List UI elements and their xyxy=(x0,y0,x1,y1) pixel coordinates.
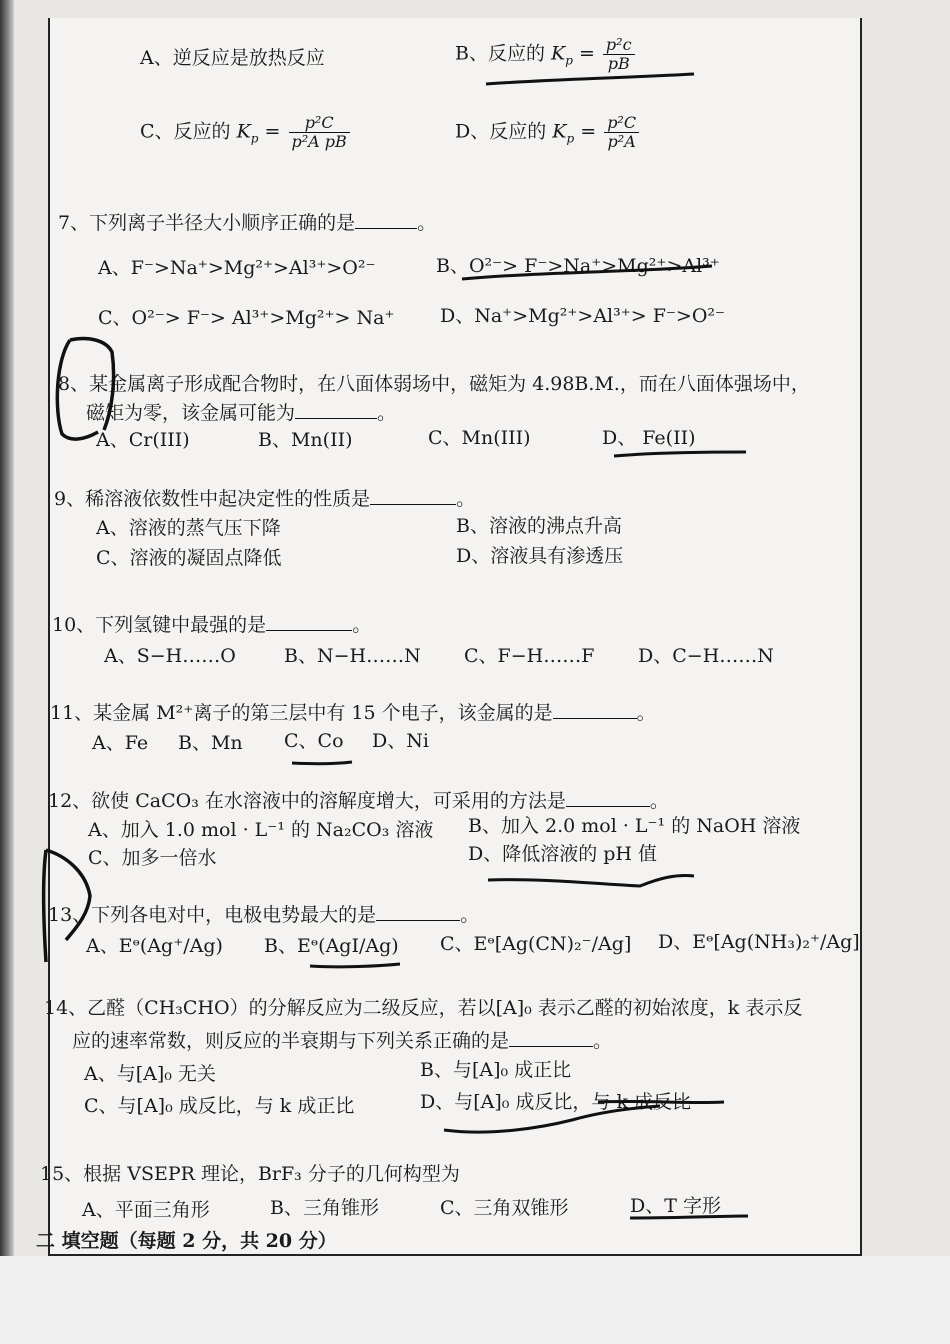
q13-option-d: D、Eᶱ[Ag(NH₃)₂⁺/Ag] xyxy=(658,931,860,953)
q11-stem-text: 11、某金属 M²⁺离子的第三层中有 15 个电子，该金属的是 xyxy=(50,702,553,724)
q14-option-d: D、与[A]₀ 成反比，与 k 成反比 xyxy=(420,1091,692,1113)
q7-stem-text: 7、下列离子半径大小顺序正确的是 xyxy=(58,212,356,234)
q6-c-fraction xyxy=(289,114,350,151)
q6-option-c xyxy=(140,114,350,151)
q12-period: 。 xyxy=(649,790,669,812)
q15-option-a: A、平面三角形 xyxy=(82,1199,210,1221)
answer-blank[interactable] xyxy=(566,788,650,807)
q12-option-c: C、加多一倍水 xyxy=(88,847,217,869)
q6-c-eq: = xyxy=(258,120,281,143)
q7-option-d: D、Na⁺>Mg²⁺>Al³⁺> F⁻>O²⁻ xyxy=(440,305,726,327)
q12-stem xyxy=(48,788,669,813)
q6-c-denominator: p²A pB xyxy=(291,132,347,151)
q8-option-c: C、Mn(III) xyxy=(428,427,531,449)
q15-option-d: D、T 字形 xyxy=(630,1195,721,1217)
q6-option-b xyxy=(455,36,635,73)
q14-option-a: A、与[A]₀ 无关 xyxy=(84,1063,216,1085)
q11-option-d: D、Ni xyxy=(372,730,429,752)
q13-option-c: C、Eᶱ[Ag(CN)₂⁻/Ag] xyxy=(440,933,632,955)
q6-c-numerator: p²C xyxy=(289,114,350,133)
q9-option-d: D、溶液具有渗透压 xyxy=(456,545,624,567)
q7-option-a: A、F⁻>Na⁺>Mg²⁺>Al³⁺>O²⁻ xyxy=(98,257,376,279)
q6-option-d xyxy=(455,114,639,151)
q15-stem: 15、根据 VSEPR 理论，BrF₃ 分子的几何构型为 xyxy=(40,1163,460,1185)
answer-blank[interactable] xyxy=(553,700,637,719)
q8-option-d: D、 Fe(II) xyxy=(602,427,696,449)
q6-d-label: D、反应的 xyxy=(455,120,547,143)
q6-b-fraction xyxy=(603,36,635,73)
answer-blank[interactable] xyxy=(295,400,377,419)
q6-d-numerator: p²C xyxy=(604,114,639,133)
q6-b-numerator: p²c xyxy=(603,36,635,55)
q9-stem-text: 9、稀溶液依数性中起决定性的性质是 xyxy=(54,488,371,510)
q11-option-c: C、Co xyxy=(284,730,344,752)
q6-b-kp-sub: p xyxy=(565,53,573,68)
q12-stem-text: 12、欲使 CaCO₃ 在水溶液中的溶解度增大，可采用的方法是 xyxy=(48,790,566,812)
q8-period: 。 xyxy=(377,402,397,424)
q8-option-a: A、Cr(III) xyxy=(96,429,190,451)
q12-option-b: B、加入 2.0 mol · L⁻¹ 的 NaOH 溶液 xyxy=(468,815,801,837)
q10-stem-text: 10、下列氢键中最强的是 xyxy=(52,614,267,636)
q8-option-b: B、Mn(II) xyxy=(258,429,353,451)
q13-option-b: B、Eᶱ(AgI/Ag) xyxy=(264,935,399,957)
q6-option-a: A、逆反应是放热反应 xyxy=(140,47,325,69)
q6-c-kp-sub: p xyxy=(250,131,259,146)
q9-option-c: C、溶液的凝固点降低 xyxy=(96,547,282,569)
q6-d-eq: = xyxy=(574,120,597,143)
q14-option-b: B、与[A]₀ 成正比 xyxy=(420,1059,572,1081)
q6-b-eq: = xyxy=(572,42,595,65)
answer-blank[interactable] xyxy=(370,486,456,505)
q13-stem xyxy=(48,902,479,927)
q13-stem-text: 13、下列各电对中，电极电势最大的是 xyxy=(48,904,377,926)
q10-option-a: A、S−H……O xyxy=(104,645,236,667)
answer-blank[interactable] xyxy=(355,210,417,229)
answer-blank[interactable] xyxy=(266,612,352,631)
q6-b-denominator: pB xyxy=(607,54,630,73)
q14-option-c: C、与[A]₀ 成反比，与 k 成正比 xyxy=(84,1095,355,1117)
q6-d-kp-sub: p xyxy=(566,131,575,146)
q14-stem2-text: 应的速率常数，则反应的半衰期与下列关系正确的是 xyxy=(72,1030,510,1052)
q7-period: 。 xyxy=(417,212,437,234)
q10-option-c: C、F−H……F xyxy=(464,645,595,667)
q9-option-b: B、溶液的沸点升高 xyxy=(456,515,622,537)
answer-blank[interactable] xyxy=(509,1028,593,1047)
q9-option-a: A、溶液的蒸气压下降 xyxy=(96,517,281,539)
q11-option-a: A、Fe xyxy=(92,732,149,754)
q10-period: 。 xyxy=(352,614,372,636)
q6-c-kp: K xyxy=(236,120,251,143)
q13-option-a: A、Eᶱ(Ag⁺/Ag) xyxy=(86,935,223,957)
q12-option-d: D、降低溶液的 pH 值 xyxy=(468,843,658,865)
q6-d-denominator: p²A xyxy=(607,132,636,151)
q15-option-c: C、三角双锥形 xyxy=(440,1197,569,1219)
background-below-page xyxy=(0,1256,950,1344)
q13-period: 。 xyxy=(460,904,480,926)
q6-c-label: C、反应的 xyxy=(140,120,231,143)
q9-period: 。 xyxy=(456,488,476,510)
q9-stem xyxy=(54,486,475,511)
q10-option-b: B、N−H……N xyxy=(284,645,421,667)
q12-option-a: A、加入 1.0 mol · L⁻¹ 的 Na₂CO₃ 溶液 xyxy=(88,819,434,841)
q14-stem-line1: 14、乙醛（CH₃CHO）的分解反应为二级反应，若以[A]₀ 表示乙醛的初始浓度，k 表示反 xyxy=(44,997,803,1019)
section-heading-fill-in: 二 填空题（每题 2 分，共 20 分） xyxy=(36,1230,337,1252)
q6-b-label: B、反应的 xyxy=(455,42,545,65)
q10-option-d: D、C−H……N xyxy=(638,645,774,667)
answer-blank[interactable] xyxy=(376,902,460,921)
q6-d-fraction xyxy=(604,114,639,151)
q8-stem-line2 xyxy=(86,400,396,425)
q14-period: 。 xyxy=(593,1030,613,1052)
page-edge-shadow xyxy=(0,0,14,1344)
q11-option-b: B、Mn xyxy=(178,732,243,754)
q7-stem xyxy=(58,210,436,235)
q11-stem xyxy=(50,700,656,725)
q7-option-b: B、O²⁻> F⁻>Na⁺>Mg²⁺>Al³⁺ xyxy=(436,255,720,277)
q10-stem xyxy=(52,612,371,637)
q15-option-b: B、三角锥形 xyxy=(270,1197,379,1219)
q8-stem2-text: 磁矩为零，该金属可能为 xyxy=(86,402,296,424)
q6-b-kp: K xyxy=(551,42,566,65)
q6-d-kp: K xyxy=(552,120,567,143)
q14-stem-line2 xyxy=(72,1028,612,1053)
q11-period: 。 xyxy=(636,702,656,724)
q7-option-c: C、O²⁻> F⁻> Al³⁺>Mg²⁺> Na⁺ xyxy=(98,307,395,329)
q8-stem-line1: 8、某金属离子形成配合物时，在八面体弱场中，磁矩为 4.98B.M.，而在八面体强场中， xyxy=(58,373,810,395)
